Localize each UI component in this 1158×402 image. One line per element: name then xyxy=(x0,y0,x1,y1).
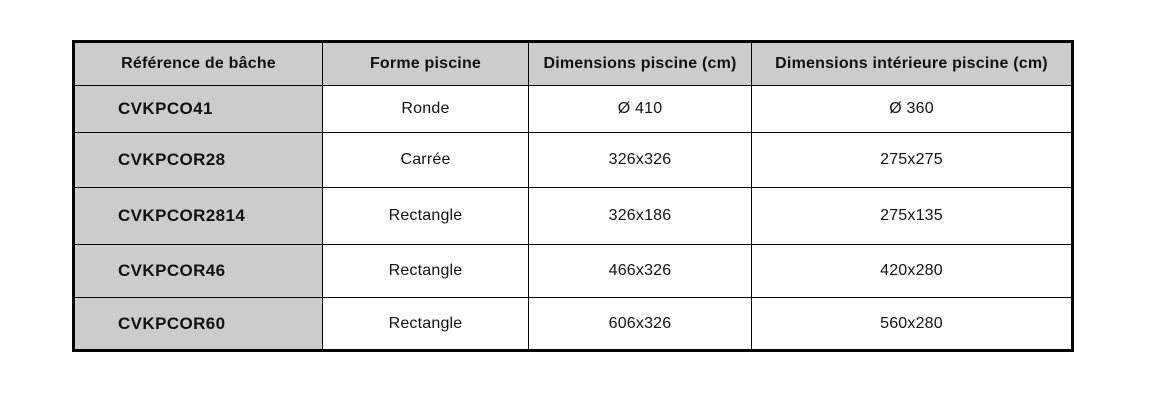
cell-dimensions-interieure: 420x280 xyxy=(752,245,1073,298)
cell-reference: CVKPCOR60 xyxy=(74,298,323,351)
table-row xyxy=(74,86,1073,133)
cell-dimensions: 326x326 xyxy=(529,133,752,188)
cell-dimensions: Ø 410 xyxy=(529,86,752,133)
col-header-reference: Référence de bâche xyxy=(74,42,323,86)
cell-forme: Rectangle xyxy=(323,298,529,351)
cell-dimensions: 466x326 xyxy=(529,245,752,298)
table-row xyxy=(74,298,1073,351)
table-row xyxy=(74,245,1073,298)
col-header-dimensions: Dimensions piscine (cm) xyxy=(529,42,752,86)
cell-dimensions-interieure: 275x135 xyxy=(752,188,1073,245)
cell-reference: CVKPCOR2814 xyxy=(74,188,323,245)
header-row xyxy=(74,42,1073,86)
cell-dimensions-interieure: 275x275 xyxy=(752,133,1073,188)
cell-forme: Rectangle xyxy=(323,245,529,298)
col-header-dimensions-interieure: Dimensions intérieure piscine (cm) xyxy=(752,42,1073,86)
cell-forme: Rectangle xyxy=(323,188,529,245)
pool-cover-spec-table xyxy=(72,40,1074,352)
cell-dimensions: 326x186 xyxy=(529,188,752,245)
table-row xyxy=(74,133,1073,188)
cell-reference: CVKPCOR28 xyxy=(74,133,323,188)
cell-dimensions-interieure: 560x280 xyxy=(752,298,1073,351)
col-header-forme: Forme piscine xyxy=(323,42,529,86)
cell-dimensions: 606x326 xyxy=(529,298,752,351)
cell-dimensions-interieure: Ø 360 xyxy=(752,86,1073,133)
cell-reference: CVKPCO41 xyxy=(74,86,323,133)
cell-forme: Ronde xyxy=(323,86,529,133)
cell-forme: Carrée xyxy=(323,133,529,188)
table-row xyxy=(74,188,1073,245)
cell-reference: CVKPCOR46 xyxy=(74,245,323,298)
